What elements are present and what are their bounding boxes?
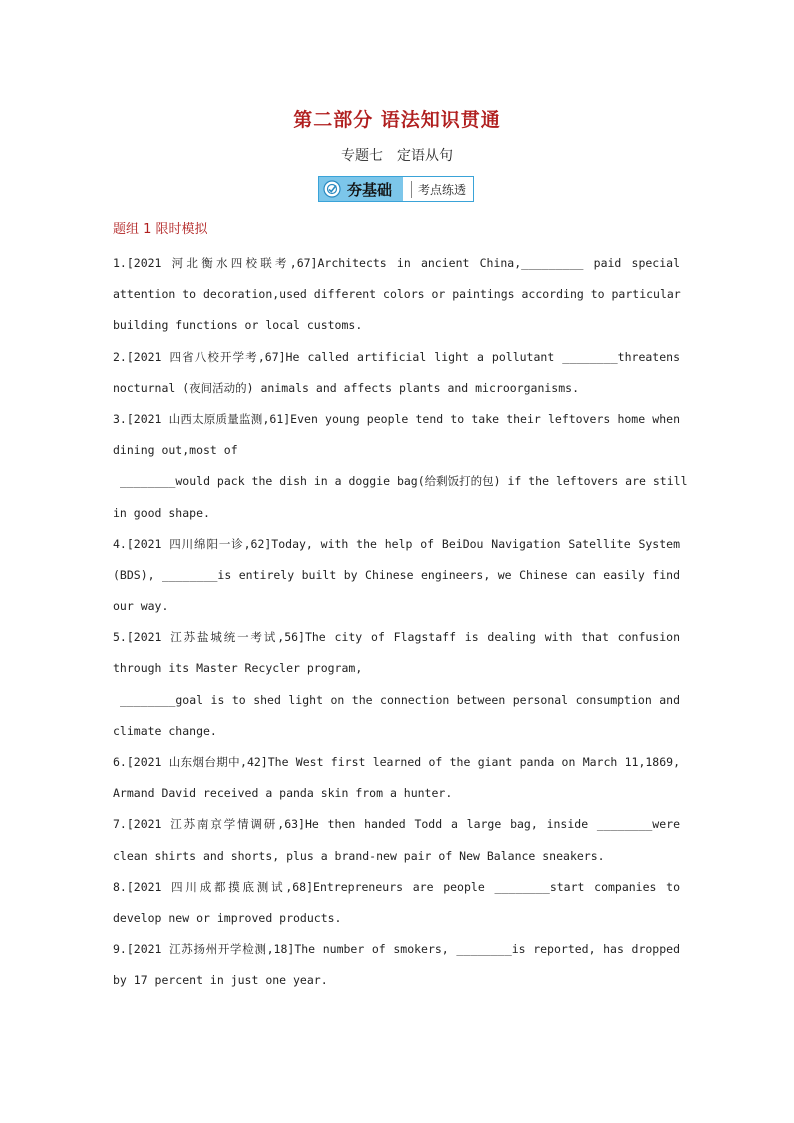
question-line: 8.[2021 四川成都摸底测试,68]Entrepreneurs are people ________start companies to [113,879,680,894]
question-line: 6.[2021 山东烟台期中,42]The West first learned of the giant panda on March 11,1869, [113,755,680,769]
question-line: 9.[2021 江苏扬州开学检测,18]The number of smokers, ________is reported, has dropped [113,942,680,957]
question-line: ________goal is to shed light on the connection between personal consumption and [120,692,680,707]
question-item [113,872,680,934]
question-line: ________would pack the dish in a doggie bag(给剩饭打的包) if the leftovers are still [120,474,688,489]
question-line: climate change. [113,723,217,738]
question-line: 2.[2021 四省八校开学考,67]He called artificial light a pollutant ________threatens [113,349,680,364]
question-line: 4.[2021 四川绵阳一诊,62]Today, with the help of BeiDou Navigation Satellite System [113,536,680,551]
question-line: 5.[2021 江苏盐城统一考试,56]The city of Flagstaff is dealing with that confusion [113,630,680,645]
question-line: (BDS), ________is entirely built by Chinese engineers, we Chinese can easily find [113,567,680,582]
section-badge [318,176,474,202]
question-line: develop new or improved products. [113,910,342,925]
question-line: in good shape. [113,505,210,520]
group-heading: 题组 1 限时模拟 [113,222,208,237]
question-line: clean shirts and shorts, plus a brand-new pair of New Balance sneakers. [113,848,605,863]
page-subtitle: 专题七 定语从句 [341,148,453,164]
question-item [113,809,680,871]
target-check-icon [323,180,341,198]
question-item [113,248,680,342]
question-line: by 17 percent in just one year. [113,973,328,988]
question-line: our way. [113,599,169,614]
question-line: dining out,most of [113,443,238,458]
question-line: attention to decoration,used different colors or paintings according to particular [113,287,681,302]
badge-primary [319,177,403,201]
page-title: 第二部分 语法知识贯通 [293,109,501,131]
question-item [113,622,680,747]
question-line: Armand David received a panda skin from a hunter. [113,786,453,801]
question-line: through its Master Recycler program, [113,661,363,676]
question-item [113,404,688,529]
question-line: 7.[2021 江苏南京学情调研,63]He then handed Todd a large bag, inside ________were [113,817,680,832]
question-item [113,342,680,404]
badge-main-label: 夯基础 [347,180,393,199]
question-item [113,934,680,996]
question-item [113,529,680,623]
question-line: nocturnal (夜间活动的) animals and affects plants and microorganisms. [113,380,579,395]
badge-sub-label: 考点练透 [411,181,466,198]
question-line: 3.[2021 山西太原质量监测,61]Even young people tend to take their leftovers home when [113,411,680,426]
question-list [113,248,688,997]
question-item [113,747,680,809]
question-line: 1.[2021 河北衡水四校联考,67]Architects in ancient China,_________ paid special [113,256,680,270]
question-line: building functions or local customs. [113,318,363,333]
